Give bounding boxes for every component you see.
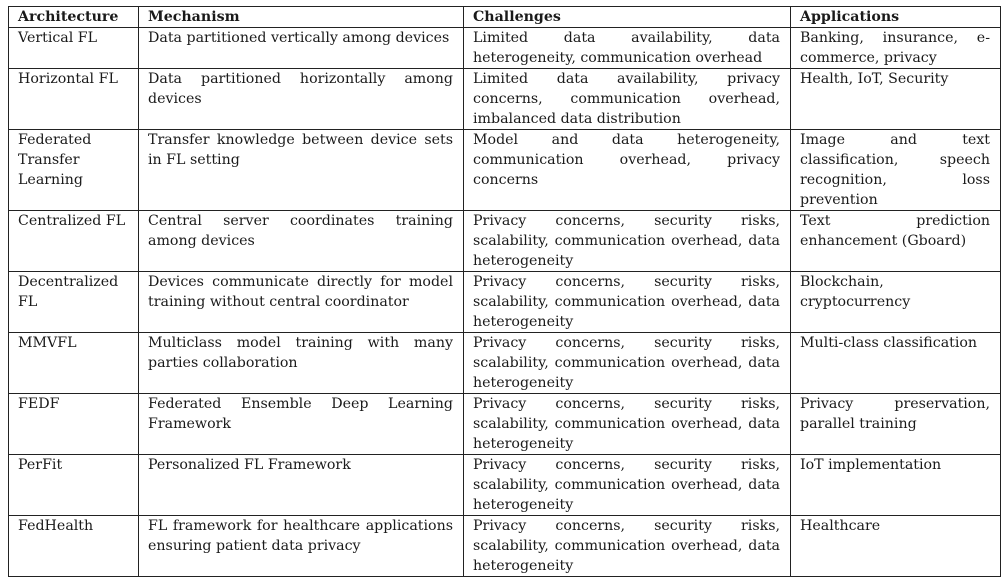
table-row bbox=[9, 455, 1001, 516]
cell-applications: Privacy preservation, parallel training bbox=[791, 394, 1001, 455]
cell-challenges: Privacy concerns, security risks, scalability, communication overhead, data heterogeneity bbox=[464, 272, 791, 333]
header-applications: Applications bbox=[791, 7, 1001, 28]
cell-challenges: Model and data heterogeneity, communication overhead, privacy concerns bbox=[464, 130, 791, 211]
cell-applications: Banking, insurance, e-commerce, privacy bbox=[791, 28, 1001, 69]
cell-applications: Blockchain, cryptocurrency bbox=[791, 272, 1001, 333]
cell-architecture: MMVFL bbox=[9, 333, 139, 394]
cell-architecture: Federated Transfer Learning bbox=[9, 130, 139, 211]
cell-challenges: Limited data availability, data heterogeneity, communication overhead bbox=[464, 28, 791, 69]
cell-applications: Healthcare bbox=[791, 516, 1001, 577]
cell-mechanism: Federated Ensemble Deep Learning Framework bbox=[139, 394, 464, 455]
fl-architecture-table bbox=[8, 6, 1001, 577]
cell-mechanism: Multiclass model training with many parties collaboration bbox=[139, 333, 464, 394]
table-row bbox=[9, 130, 1001, 211]
cell-challenges: Privacy concerns, security risks, scalability, communication overhead, data heterogeneity bbox=[464, 211, 791, 272]
cell-architecture: FEDF bbox=[9, 394, 139, 455]
cell-architecture: Decentralized FL bbox=[9, 272, 139, 333]
table-row bbox=[9, 516, 1001, 577]
header-row bbox=[9, 7, 1001, 28]
cell-architecture: FedHealth bbox=[9, 516, 139, 577]
cell-challenges: Privacy concerns, security risks, scalability, communication overhead, data heterogeneity bbox=[464, 516, 791, 577]
cell-mechanism: Transfer knowledge between device sets in FL setting bbox=[139, 130, 464, 211]
cell-architecture: Vertical FL bbox=[9, 28, 139, 69]
cell-mechanism: FL framework for healthcare applications ensuring patient data privacy bbox=[139, 516, 464, 577]
cell-applications: Image and text classification, speech recognition, loss prevention bbox=[791, 130, 1001, 211]
cell-architecture: Horizontal FL bbox=[9, 69, 139, 130]
cell-mechanism: Central server coordinates training among devices bbox=[139, 211, 464, 272]
cell-mechanism: Devices communicate directly for model training without central coordinator bbox=[139, 272, 464, 333]
table-row bbox=[9, 211, 1001, 272]
cell-applications: Multi-class classification bbox=[791, 333, 1001, 394]
table-row bbox=[9, 333, 1001, 394]
cell-mechanism: Data partitioned vertically among devices bbox=[139, 28, 464, 69]
cell-architecture: PerFit bbox=[9, 455, 139, 516]
table-row bbox=[9, 272, 1001, 333]
cell-challenges: Privacy concerns, security risks, scalability, communication overhead, data heterogeneity bbox=[464, 455, 791, 516]
table-row bbox=[9, 394, 1001, 455]
cell-challenges: Limited data availability, privacy concerns, communication overhead, imbalanced data distribution bbox=[464, 69, 791, 130]
table-row bbox=[9, 69, 1001, 130]
header-challenges: Challenges bbox=[464, 7, 791, 28]
header-mechanism: Mechanism bbox=[139, 7, 464, 28]
cell-challenges: Privacy concerns, security risks, scalability, communication overhead, data heterogeneity bbox=[464, 394, 791, 455]
cell-mechanism: Personalized FL Framework bbox=[139, 455, 464, 516]
cell-applications: Health, IoT, Security bbox=[791, 69, 1001, 130]
cell-mechanism: Data partitioned horizontally among devices bbox=[139, 69, 464, 130]
cell-architecture: Centralized FL bbox=[9, 211, 139, 272]
cell-applications: Text prediction enhancement (Gboard) bbox=[791, 211, 1001, 272]
table-row bbox=[9, 28, 1001, 69]
header-architecture: Architecture bbox=[9, 7, 139, 28]
cell-applications: IoT implementation bbox=[791, 455, 1001, 516]
cell-challenges: Privacy concerns, security risks, scalability, communication overhead, data heterogeneity bbox=[464, 333, 791, 394]
